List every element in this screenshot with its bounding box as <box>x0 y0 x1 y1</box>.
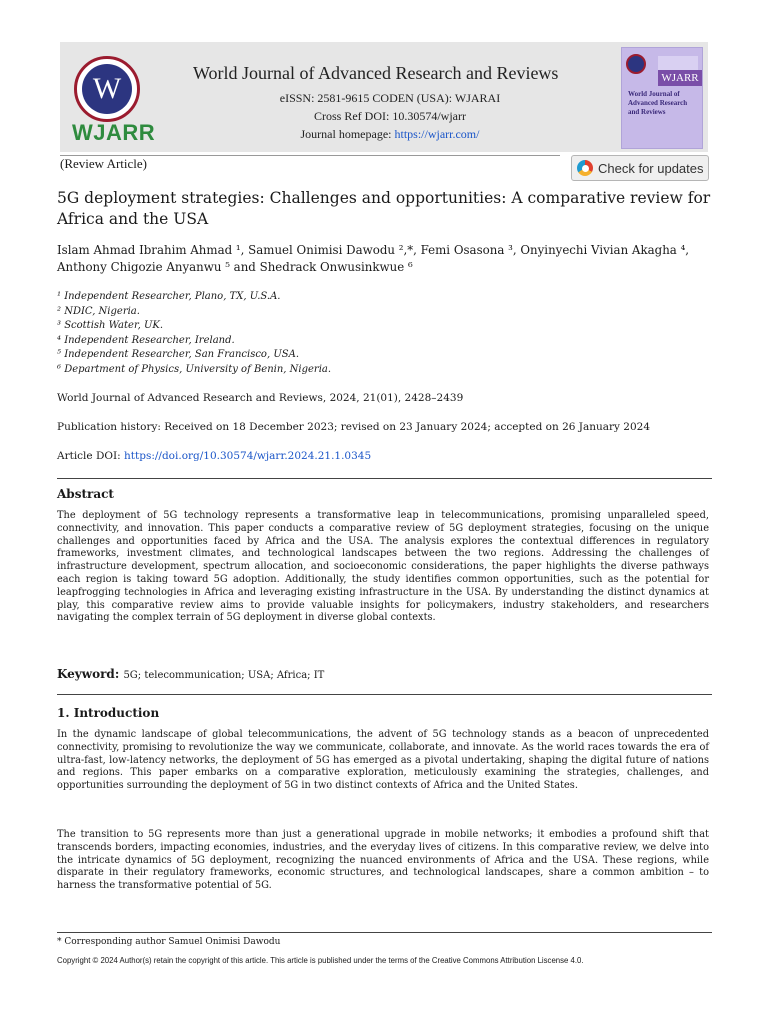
divider <box>57 694 712 695</box>
publication-history: Publication history: Received on 18 December 2023; revised on 23 January 2024; accepted on 26 January 2024 <box>57 421 651 433</box>
homepage-link[interactable]: https://wjarr.com/ <box>394 127 480 141</box>
abstract-text: The deployment of 5G technology represents a transformative leap in telecommunications, promising unparalleled speed, connectivity, and innovation. This paper conducts a comparative review of 5G deployment strategies, focusing on the unique challenges and opportunities faced by Africa and the USA. The analysis explores the contextual differences in regulatory frameworks, investment climates, and technological landscapes between the two regions. Addressing the challenges of infrastructure development, spectrum allocation, and socioeconomic considerations, the paper highlights the diverse pathways each region is taking toward 5G adoption. Additionally, the study identifies common opportunities, such as the potential for leapfrogging technologies in Africa and leveraging existing infrastructure in the USA. By understanding the distinct dynamics at play, this comparative review aims to provide valuable insights for policymakers, industry stakeholders, and researchers navigating the complex terrain of 5G deployment in diverse global contexts. <box>57 510 709 624</box>
journal-homepage-line <box>200 127 580 142</box>
keyword-values: 5G; telecommunication; USA; Africa; IT <box>123 670 325 681</box>
article-doi <box>57 450 707 462</box>
affiliations <box>57 290 707 377</box>
keywords <box>57 667 324 681</box>
article-type: (Review Article) <box>60 156 147 171</box>
affiliation-item: ⁵ Independent Researcher, San Francisco, USA. <box>57 349 299 360</box>
author-list <box>57 242 712 276</box>
intro-paragraph-2: The transition to 5G represents more than just a generational upgrade in mobile networks; it embodies a profound shift that transcends borders, impacting economies, industries, and the everyday lives of citizens. In this comparative review, we delve into the intricate dynamics of 5G deployment, recognizing the nuanced environments of Africa and the USA. These regions, while disparate in their regulatory frameworks, economic structures, and technological landscapes, share a common ambition – to harness the transformative potential of 5G. <box>57 829 709 892</box>
logo-text: WJARR <box>72 120 156 145</box>
affiliation-item: ³ Scottish Water, UK. <box>57 320 164 331</box>
logo-letter: W <box>82 64 132 114</box>
cover-bar <box>658 56 698 70</box>
authors-line-2: Anthony Chigozie Anyanwu ⁵ and Shedrack Onwusinkwue ⁶ <box>57 260 413 274</box>
introduction-heading: 1. Introduction <box>57 706 160 720</box>
check-for-updates-button[interactable] <box>571 155 709 181</box>
intro-paragraph-1: In the dynamic landscape of global telecommunications, the advent of 5G technology stands as a beacon of unprecedented connectivity, promising to revolutionize the way we communicate, collaborate, and innovate. As the world races towards the era of ultra-fast, low-latency networks, the deployment of 5G has emerged as a pivotal undertaking, shaping the digital future of nations and regions. This paper embarks on a comparative exploration, meticulously examining the strategies, challenges, and opportunities surrounding the deployment of 5G in two distinct contexts of Africa and the United States. <box>57 729 709 792</box>
crossref-doi-line: Cross Ref DOI: 10.30574/wjarr <box>314 109 466 123</box>
citation: World Journal of Advanced Research and Reviews, 2024, 21(01), 2428–2439 <box>57 392 464 404</box>
crossmark-icon <box>577 160 593 176</box>
copyright-notice: Copyright © 2024 Author(s) retain the copyright of this article. This article is published under the terms of the Creative Commons Attribution Liscense 4.0. <box>57 956 584 965</box>
affiliation-item: ⁴ Independent Researcher, Ireland. <box>57 334 235 346</box>
doi-link[interactable]: https://doi.org/10.30574/wjarr.2024.21.1.0345 <box>124 450 372 462</box>
abstract-heading: Abstract <box>57 487 114 501</box>
doi-label: Article DOI: <box>57 450 125 462</box>
issn-line: eISSN: 2581-9615 CODEN (USA): WJARAI <box>279 91 501 105</box>
affiliation-item: ¹ Independent Researcher, Plano, TX, U.S.A. <box>57 291 281 302</box>
divider <box>57 478 712 479</box>
journal-cover-image <box>621 47 703 149</box>
cover-text: World Journal of Advanced Research and Reviews <box>628 90 688 116</box>
cover-logo-icon <box>626 54 646 74</box>
cover-label: WJARR <box>658 70 702 86</box>
keyword-label: Keyword: <box>57 667 124 681</box>
footnote-divider <box>57 932 712 933</box>
journal-logo <box>74 56 140 122</box>
homepage-label: Journal homepage: <box>300 127 395 141</box>
paper-title: 5G deployment strategies: Challenges and opportunities: A comparative review for Africa and the USA <box>57 189 711 228</box>
affiliation-item: ⁶ Department of Physics, University of Benin, Nigeria. <box>57 363 332 375</box>
authors-line-1: Islam Ahmad Ibrahim Ahmad ¹, Samuel Onimisi Dawodu ²,*, Femi Osasona ³, Onyinyechi Vivian Akagha ⁴, <box>57 243 690 257</box>
check-updates-label: Check for updates <box>598 160 704 176</box>
corresponding-author: * Corresponding author Samuel Onimisi Dawodu <box>57 937 281 947</box>
journal-header <box>60 42 708 152</box>
affiliation-item: ² NDIC, Nigeria. <box>57 305 140 317</box>
journal-title: World Journal of Advanced Research and Reviews <box>193 63 559 83</box>
